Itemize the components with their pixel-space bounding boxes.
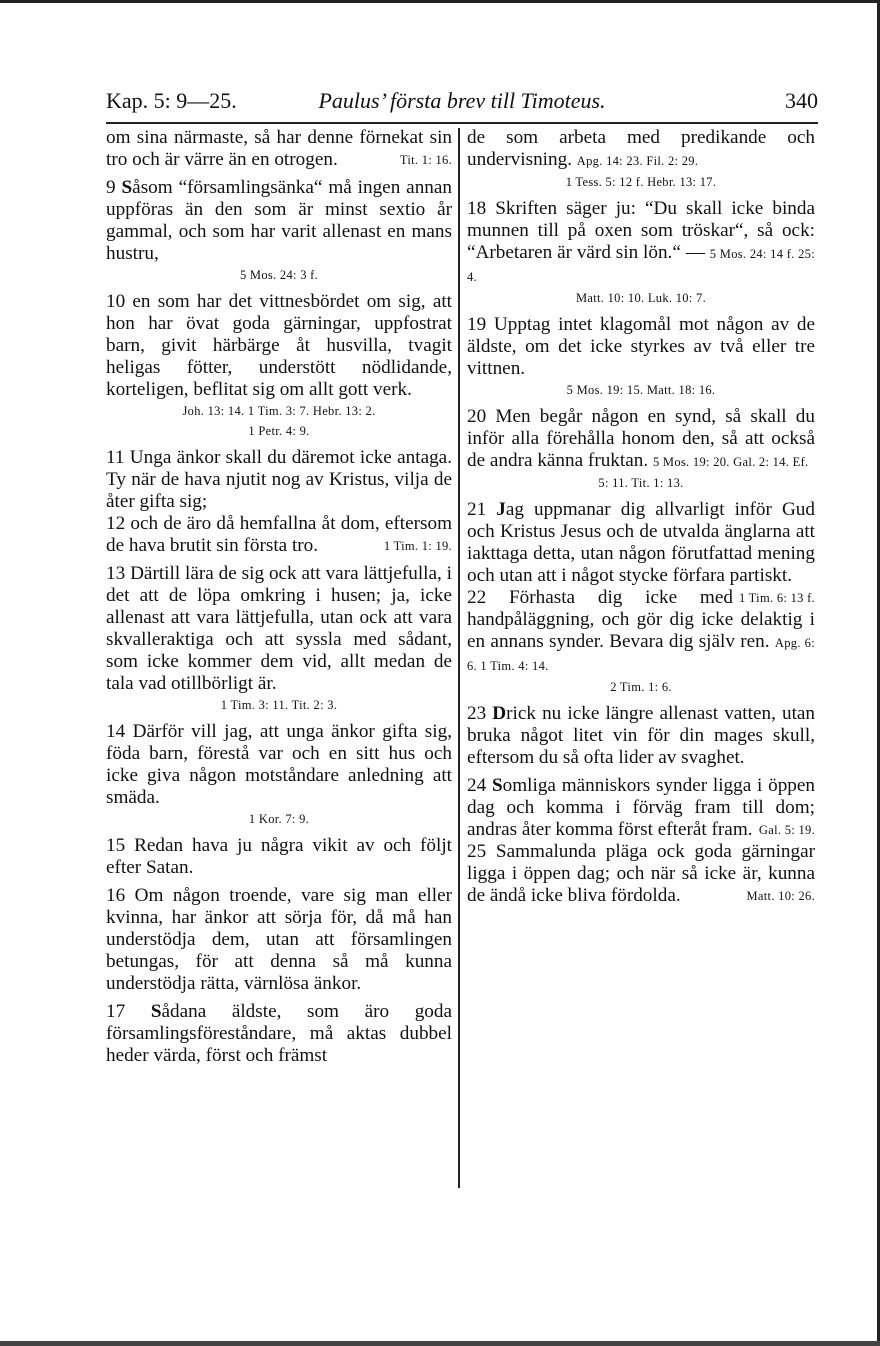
cross-reference: 1 Kor. 7: 9. [248,812,310,826]
verse-text: Skriften säger ju: “Du skall icke binda munnen till på oxen som tröskar“, så ock: “Arbetaren är värd sin lön.“ — [467,198,815,263]
verse-text: och de äro då hemfallna åt dom, eftersom de hava brutit sin första tro. [106,513,453,556]
verse-text: rick nu icke längre allenast vatten, utan bruka något litet vin för din mages skull, eftersom du så ofta lider av svaghet. [467,703,816,768]
verse-13 [106,563,452,715]
verse-text: Förhasta dig icke med handpåläggning, och gör dig icke delaktig i en annans synder. Bevara dig själv ren. [467,587,815,652]
verse-number: 23 [467,703,487,724]
page-number: 340 [785,88,818,113]
cross-reference: 5 Mos. 24: 3 f. [239,268,319,282]
cross-reference: 5: 11. Tit. 1: 13. [598,476,684,490]
cross-reference: Matt. 10: 26. [746,889,815,903]
cross-reference: Apg. 6: 6. 1 Tim. 4: 14. [467,636,816,673]
verse-text: ådana äldste, som äro goda församlingsföreståndare, må aktas dubbel heder värda, först och främst [106,1001,453,1066]
verse-9 [106,177,452,285]
left-column [106,127,452,1067]
verse-initial: S [121,177,133,198]
cross-reference: Tit. 1: 16. [399,153,452,167]
right-column [467,127,815,907]
verse-number: 10 [106,291,126,312]
chapter-reference: Kap. 5: 9—25. [106,88,237,113]
verse-number: 20 [467,406,487,427]
verse-23 [467,703,815,769]
cross-reference: Joh. 13: 14. 1 Tim. 3: 7. Hebr. 13: 2. [182,404,376,418]
verse-number: 14 [106,721,126,742]
cross-reference: 1 Petr. 4: 9. [248,424,310,438]
cross-reference: 1 Tim. 3: 11. Tit. 2: 3. [220,698,338,712]
page-border-top [0,0,880,3]
cross-reference: Matt. 10: 10. Luk. 10: 7. [575,291,707,305]
verse-number: 19 [467,314,487,335]
cross-reference: Apg. 14: 23. Fil. 2: 29. [576,154,699,168]
cross-reference: 1 Tess. 5: 12 f. Hebr. 13: 17. [565,175,717,189]
cross-reference: 5 Mos. 19: 15. Matt. 18: 16. [566,383,716,397]
verse-number: 18 [467,198,487,219]
verse-text: Om någon troende, vare sig man eller kvinna, har änkor att sörja för, då må han understödja dem, utan att församlingen betungas, för att denna så må kunna understödja rätta, värnlösa änkor. [106,885,452,994]
verse-number: 25 [467,841,487,862]
verse-text: Upptag intet klagomål mot någon av de äldste, om det icke styrkes av två eller tre vittnen. [467,314,816,379]
page-border-bottom [0,1341,880,1346]
verse-number: 21 [467,499,487,520]
verse-text: Redan hava ju några vikit av och följt efter Satan. [106,835,453,878]
verse-text: åsom “församlingsänka“ må ingen annan uppföras än den som är minst sextio år gammal, och som har varit allenast en mans hustru, [106,177,452,264]
verse-number: 22 [467,587,487,608]
running-header [106,84,818,118]
verse-24 [467,775,815,841]
verse-16 [106,885,452,995]
verse-10 [106,291,452,441]
verse-14 [106,721,452,829]
verse-number: 15 [106,835,126,856]
verse-12 [106,513,452,557]
verse-initial: J [496,499,506,520]
verse-15 [106,835,452,879]
cross-reference: 1 Tim. 6: 13 f. [738,591,815,605]
verse-initial: D [492,703,507,724]
verse-number: 13 [106,563,126,584]
cross-reference: 5 Mos. 24: 14 f. 25: 4. [467,247,816,284]
verse-text: en som har det vittnesbördet om sig, att hon har övat goda gärningar, uppfostrat barn, givit härbärge åt husvilla, tvagit heligas fötter, understött nödlidande, korteligen, beflitat sig om allt gott verk. [106,291,452,400]
verse-18 [467,198,815,308]
book-title: Paulus’ första brev till Timoteus. [318,88,606,113]
verse-number: 17 [106,1001,126,1022]
verse-17-continuation [467,127,815,192]
verse-text: Men begår någon en synd, så skall du inför alla förehålla honom den, så att också de andra känna fruktan. [467,406,815,471]
verse-number: 11 [106,447,125,468]
verse-text: Därtill lära de sig ock att vara lättjefulla, i det att de löpa omkring i husen; ja, icke allenast att vara lättjefulla, utan ock att vara skvalleraktiga och att syssla med sådant, som icke kommer dem vid, allt medan de tala vad otillbörligt är. [106,563,453,694]
verse-20 [467,406,815,493]
column-divider [458,128,460,1188]
cross-reference: 5 Mos. 19: 20. Gal. 2: 14. Ef. [652,455,809,469]
verse-text: omliga människors synder ligga i öppen dag och komma i förväg fram till dom; andras åter komma först efteråt fram. [467,775,815,840]
verse-25 [467,841,815,907]
verse-8-continuation [106,127,452,171]
verse-text: Därför vill jag, att unga änkor gifta sig, föda barn, förestå var och en sitt hus och icke giva någon motståndare anledning att smäda. [106,721,452,808]
verse-number: 16 [106,885,126,906]
verse-17 [106,1001,452,1067]
verse-text: de som arbeta med predikande och undervisning. [467,127,815,170]
header-rule [106,122,818,124]
cross-reference: 1 Tim. 1: 19. [383,539,452,553]
verse-initial: S [491,775,503,796]
verse-text: om sina närmaste, så har denne förnekat sin tro och är värre än en otrogen. [106,127,452,170]
verse-number: 24 [467,775,487,796]
verse-text: Unga änkor skall du däremot icke antaga. Ty när de hava njutit nog av Kristus, vilja de åter gifta sig; [106,447,452,512]
cross-reference: 2 Tim. 1: 6. [610,680,672,694]
cross-reference: Gal. 5: 19. [758,823,815,837]
verse-text: ag uppmanar dig allvarligt inför Gud och Kristus Jesus och de utvalda änglarna att iakttaga detta, utan någon förutfattad mening och utan att i något stycke förfara partiskt. [467,499,815,586]
verse-text: Sammalunda pläga ock goda gärningar ligga i öppen dag; och när så icke är, kunna de ändå icke bliva fördolda. [467,841,815,906]
verse-initial: S [150,1001,162,1022]
verse-number: 12 [106,513,126,534]
verse-number: 9 [106,177,116,198]
verse-11 [106,447,452,513]
verse-19 [467,314,815,400]
